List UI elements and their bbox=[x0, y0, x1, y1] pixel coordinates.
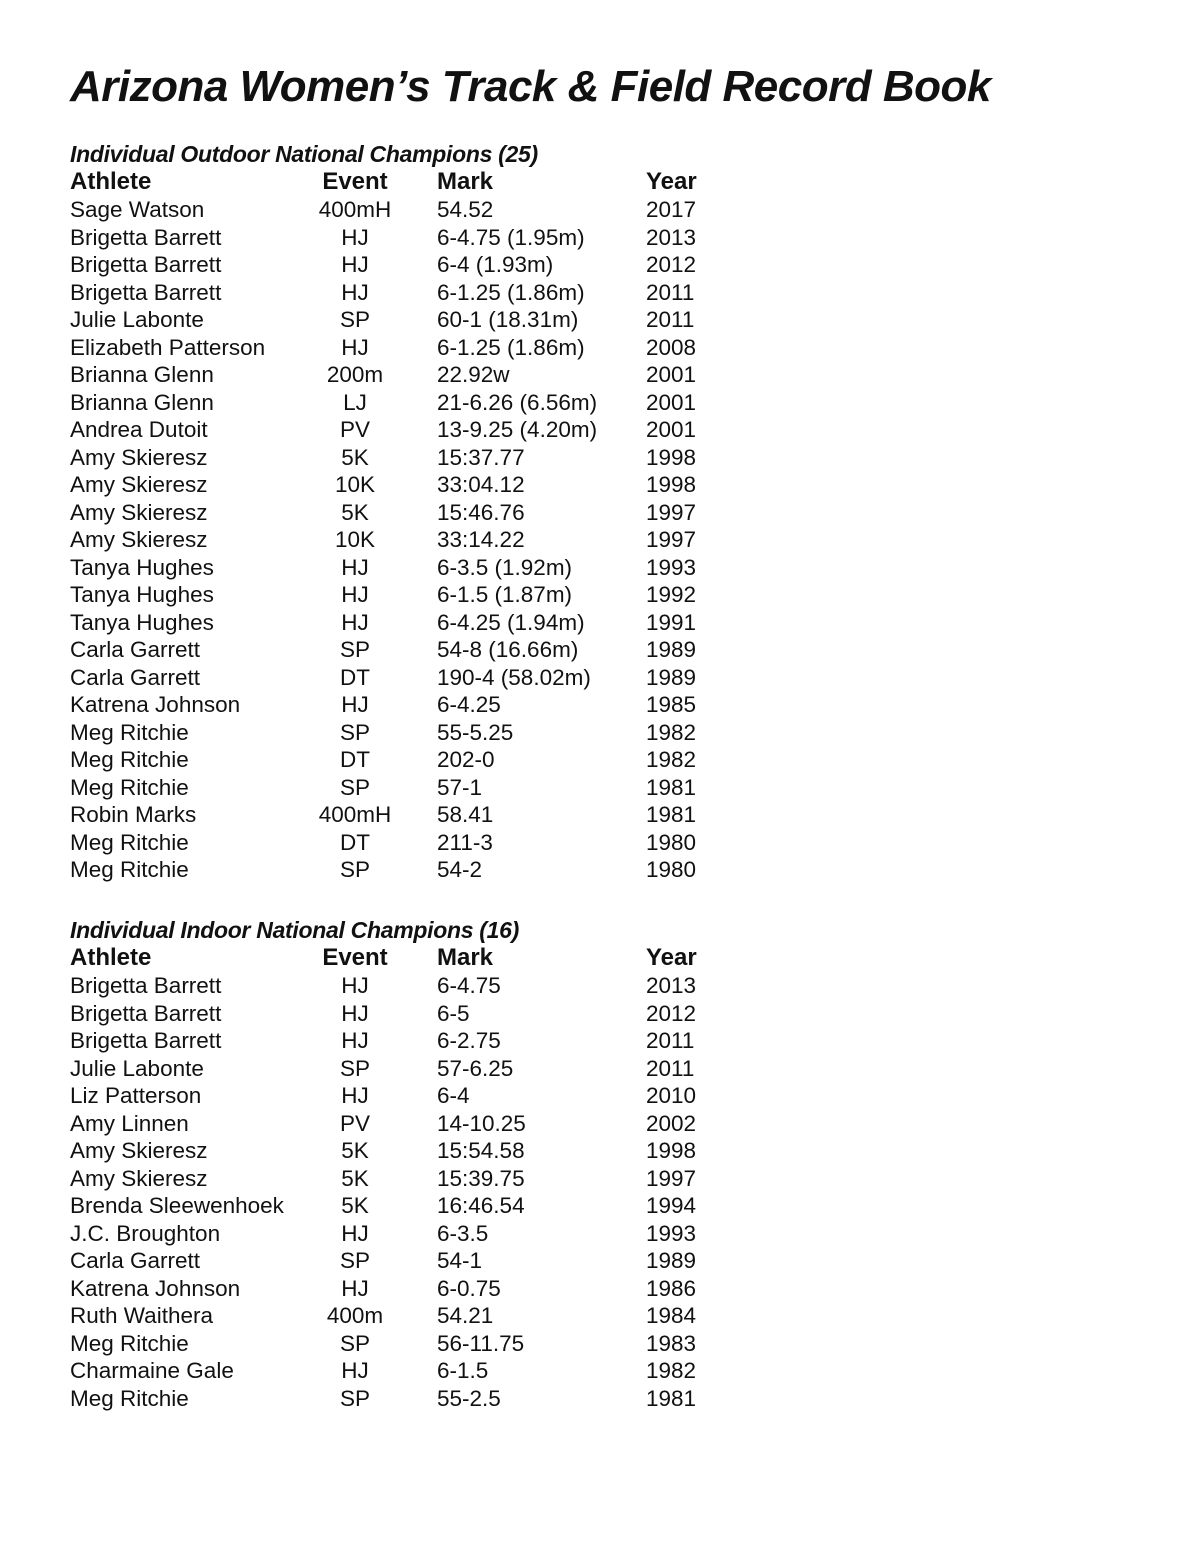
event-cell: LJ bbox=[343, 389, 367, 415]
athlete-cell: Carla Garrett bbox=[70, 664, 201, 690]
table-row bbox=[70, 499, 730, 527]
mark-cell: 15:54.58 bbox=[437, 1138, 525, 1163]
table-row bbox=[70, 1000, 730, 1028]
athlete-cell: Katrena Johnson bbox=[70, 1275, 241, 1301]
year-cell: 1980 bbox=[646, 829, 697, 855]
mark-cell: 6-1.5 (1.87m) bbox=[437, 582, 573, 607]
event-cell: 5K bbox=[341, 444, 369, 470]
event-cell: PV bbox=[339, 417, 370, 442]
event-cell: HJ bbox=[341, 582, 369, 607]
event-cell: HJ bbox=[341, 1000, 369, 1026]
event-cell: DT bbox=[340, 664, 370, 690]
year-cell: 1985 bbox=[646, 692, 697, 717]
event-cell: SP bbox=[339, 1055, 370, 1081]
mark-cell: 6-1.5 bbox=[437, 1358, 489, 1383]
year-cell: 1989 bbox=[646, 664, 697, 690]
mark-cell: 6-3.5 (1.92m) bbox=[437, 554, 573, 580]
mark-cell: 16:46.54 bbox=[437, 1193, 525, 1218]
event-cell: 200m bbox=[326, 362, 384, 387]
table-row bbox=[70, 1357, 730, 1385]
year-cell: 1997 bbox=[646, 1165, 697, 1191]
year-cell: 2002 bbox=[646, 1110, 697, 1136]
table-row bbox=[70, 746, 730, 774]
event-cell: DT bbox=[340, 829, 370, 855]
athlete-cell: Brianna Glenn bbox=[70, 362, 214, 387]
year-cell: 2011 bbox=[646, 279, 695, 305]
mark-cell: 21-6.26 (6.56m) bbox=[437, 389, 598, 415]
table-row bbox=[70, 1330, 730, 1358]
table-row bbox=[70, 1247, 730, 1275]
table-row bbox=[70, 1110, 730, 1138]
year-cell: 2011 bbox=[646, 1028, 695, 1053]
mark-cell: 6-4.75 bbox=[437, 973, 501, 998]
section-title: Individual Outdoor National Champions (25) bbox=[70, 141, 538, 167]
event-cell: HJ bbox=[341, 692, 369, 717]
event-cell: SP bbox=[339, 1330, 370, 1356]
event-column-header: Event bbox=[322, 168, 388, 195]
mark-column-header: Mark bbox=[437, 944, 494, 971]
event-cell: HJ bbox=[341, 279, 369, 305]
event-cell: HJ bbox=[341, 224, 369, 250]
athlete-cell: Brianna Glenn bbox=[70, 389, 214, 415]
table-row bbox=[70, 856, 730, 884]
table-row bbox=[70, 609, 730, 637]
mark-cell: 6-4.25 (1.94m) bbox=[437, 609, 585, 635]
athlete-cell: Sage Watson bbox=[70, 197, 205, 222]
mark-cell: 15:37.77 bbox=[437, 444, 525, 470]
event-cell: SP bbox=[339, 857, 370, 882]
athlete-cell: Tanya Hughes bbox=[70, 582, 214, 607]
table-row bbox=[70, 224, 730, 252]
table-row bbox=[70, 554, 730, 582]
table-row bbox=[70, 444, 730, 472]
year-cell: 2013 bbox=[646, 224, 697, 250]
mark-cell: 202-0 bbox=[437, 747, 495, 772]
event-cell: HJ bbox=[341, 554, 369, 580]
athlete-cell: Meg Ritchie bbox=[70, 857, 189, 882]
athlete-cell: Amy Skieresz bbox=[70, 444, 208, 470]
year-cell: 2013 bbox=[646, 973, 697, 998]
table-row bbox=[70, 1165, 730, 1193]
table-row bbox=[70, 774, 730, 802]
athlete-cell: Brigetta Barrett bbox=[70, 973, 222, 998]
year-cell: 2001 bbox=[646, 362, 697, 387]
year-cell: 2011 bbox=[646, 307, 695, 332]
table-row bbox=[70, 1137, 730, 1165]
athlete-cell: Tanya Hughes bbox=[70, 609, 214, 635]
year-cell: 2008 bbox=[646, 334, 697, 360]
year-cell: 1981 bbox=[646, 802, 697, 827]
mark-cell: 6-4 bbox=[437, 1083, 470, 1108]
table-row bbox=[70, 526, 730, 554]
mark-cell: 190-4 (58.02m) bbox=[437, 664, 591, 690]
event-cell: SP bbox=[339, 1248, 370, 1273]
mark-cell: 54-1 bbox=[437, 1248, 483, 1273]
mark-cell: 60-1 (18.31m) bbox=[437, 307, 579, 332]
table-header bbox=[70, 168, 730, 196]
event-column-header: Event bbox=[322, 944, 388, 971]
mark-cell: 6-2.75 bbox=[437, 1028, 501, 1053]
event-cell: 400m bbox=[326, 1303, 384, 1328]
mark-cell: 15:46.76 bbox=[437, 499, 525, 525]
athlete-column-header: Athlete bbox=[70, 944, 152, 971]
event-cell: HJ bbox=[341, 609, 369, 635]
mark-cell: 6-3.5 bbox=[437, 1220, 489, 1246]
table-row bbox=[70, 581, 730, 609]
mark-cell: 54.52 bbox=[437, 197, 494, 222]
mark-cell: 6-1.25 (1.86m) bbox=[437, 279, 585, 305]
year-column-header: Year bbox=[646, 168, 697, 195]
event-cell: SP bbox=[339, 719, 370, 745]
year-cell: 1994 bbox=[646, 1193, 697, 1218]
table-row bbox=[70, 306, 730, 334]
athlete-cell: Brenda Sleewenhoek bbox=[70, 1193, 284, 1218]
year-column-header: Year bbox=[646, 944, 697, 971]
table-row bbox=[70, 1192, 730, 1220]
mark-cell: 55-5.25 bbox=[437, 719, 514, 745]
athlete-cell: Brigetta Barrett bbox=[70, 1028, 222, 1053]
athlete-cell: Elizabeth Patterson bbox=[70, 334, 266, 360]
table-row bbox=[70, 1055, 730, 1083]
year-cell: 2011 bbox=[646, 1055, 695, 1081]
mark-cell: 6-5 bbox=[437, 1000, 470, 1026]
year-cell: 1989 bbox=[646, 637, 697, 662]
athlete-cell: Amy Skieresz bbox=[70, 1138, 208, 1163]
mark-cell: 6-4 (1.93m) bbox=[437, 252, 554, 277]
year-cell: 1983 bbox=[646, 1330, 697, 1356]
event-cell: HJ bbox=[341, 1220, 369, 1246]
indoor-champions-section bbox=[70, 916, 730, 1412]
year-cell: 1981 bbox=[646, 1385, 697, 1411]
year-cell: 1997 bbox=[646, 527, 697, 552]
table-row bbox=[70, 972, 730, 1000]
mark-cell: 57-1 bbox=[437, 774, 483, 800]
event-cell: SP bbox=[339, 307, 370, 332]
year-cell: 2001 bbox=[646, 389, 697, 415]
event-cell: HJ bbox=[341, 1358, 369, 1383]
event-cell: 5K bbox=[341, 1138, 369, 1163]
athlete-cell: Brigetta Barrett bbox=[70, 224, 222, 250]
mark-cell: 22.92w bbox=[437, 362, 510, 387]
table-row bbox=[70, 1302, 730, 1330]
athlete-column-header: Athlete bbox=[70, 168, 152, 195]
mark-cell: 15:39.75 bbox=[437, 1165, 525, 1191]
year-cell: 1992 bbox=[646, 582, 697, 607]
mark-cell: 55-2.5 bbox=[437, 1385, 501, 1411]
table-row bbox=[70, 1027, 730, 1055]
mark-cell: 33:04.12 bbox=[437, 472, 525, 497]
year-cell: 2001 bbox=[646, 417, 697, 442]
athlete-cell: Amy Skieresz bbox=[70, 499, 208, 525]
athlete-cell: Tanya Hughes bbox=[70, 554, 214, 580]
table-row bbox=[70, 389, 730, 417]
athlete-cell: Amy Skieresz bbox=[70, 1165, 208, 1191]
table-row bbox=[70, 196, 730, 224]
table-row bbox=[70, 471, 730, 499]
athlete-cell: Meg Ritchie bbox=[70, 829, 189, 855]
table-row bbox=[70, 1082, 730, 1110]
athlete-cell: Carla Garrett bbox=[70, 1248, 201, 1273]
mark-cell: 54.21 bbox=[437, 1303, 494, 1328]
table-row bbox=[70, 279, 730, 307]
athlete-cell: Brigetta Barrett bbox=[70, 279, 222, 305]
event-cell: 10K bbox=[334, 527, 376, 552]
athlete-cell: Julie Labonte bbox=[70, 307, 204, 332]
athlete-cell: Meg Ritchie bbox=[70, 774, 189, 800]
event-cell: 10K bbox=[334, 472, 376, 497]
year-cell: 1993 bbox=[646, 554, 697, 580]
page-title: Arizona Women’s Track & Field Record Book bbox=[70, 62, 991, 111]
year-cell: 1997 bbox=[646, 499, 697, 525]
table-row bbox=[70, 1275, 730, 1303]
athlete-cell: J.C. Broughton bbox=[70, 1220, 221, 1246]
year-cell: 1986 bbox=[646, 1275, 697, 1301]
event-cell: HJ bbox=[341, 334, 369, 360]
athlete-cell: Amy Skieresz bbox=[70, 472, 208, 497]
athlete-cell: Ruth Waithera bbox=[70, 1303, 213, 1328]
table-row bbox=[70, 251, 730, 279]
year-cell: 1980 bbox=[646, 857, 697, 882]
event-cell: SP bbox=[339, 637, 370, 662]
athlete-cell: Julie Labonte bbox=[70, 1055, 204, 1081]
mark-cell: 6-0.75 bbox=[437, 1275, 501, 1301]
athlete-cell: Andrea Dutoit bbox=[70, 417, 208, 442]
event-cell: HJ bbox=[341, 1083, 369, 1108]
table-row bbox=[70, 361, 730, 389]
event-cell: HJ bbox=[341, 1028, 369, 1053]
athlete-cell: Katrena Johnson bbox=[70, 692, 241, 717]
year-cell: 1982 bbox=[646, 747, 697, 772]
athlete-cell: Meg Ritchie bbox=[70, 1385, 189, 1411]
year-cell: 1984 bbox=[646, 1303, 697, 1328]
year-cell: 1982 bbox=[646, 1358, 697, 1383]
athlete-cell: Robin Marks bbox=[70, 802, 197, 827]
table-row bbox=[70, 719, 730, 747]
athlete-cell: Meg Ritchie bbox=[70, 719, 189, 745]
event-cell: SP bbox=[339, 774, 370, 800]
event-cell: HJ bbox=[341, 252, 369, 277]
mark-cell: 14-10.25 bbox=[437, 1110, 526, 1136]
event-cell: 400mH bbox=[318, 802, 392, 827]
year-cell: 2017 bbox=[646, 197, 697, 222]
year-cell: 1991 bbox=[646, 609, 697, 635]
table-row bbox=[70, 334, 730, 362]
table-row bbox=[70, 1385, 730, 1413]
table-row bbox=[70, 1220, 730, 1248]
mark-cell: 6-4.25 bbox=[437, 692, 501, 717]
table-row bbox=[70, 801, 730, 829]
table-row bbox=[70, 636, 730, 664]
mark-cell: 6-1.25 (1.86m) bbox=[437, 334, 585, 360]
athlete-cell: Liz Patterson bbox=[70, 1083, 202, 1108]
year-cell: 1982 bbox=[646, 719, 697, 745]
mark-cell: 6-4.75 (1.95m) bbox=[437, 224, 585, 250]
table-header bbox=[70, 944, 730, 972]
athlete-cell: Meg Ritchie bbox=[70, 1330, 189, 1356]
table-row bbox=[70, 416, 730, 444]
mark-cell: 54-8 (16.66m) bbox=[437, 637, 579, 662]
athlete-cell: Amy Skieresz bbox=[70, 527, 208, 552]
event-cell: DT bbox=[340, 747, 370, 772]
event-cell: SP bbox=[339, 1385, 370, 1411]
event-cell: 5K bbox=[341, 499, 369, 525]
athlete-cell: Brigetta Barrett bbox=[70, 1000, 222, 1026]
year-cell: 1998 bbox=[646, 1138, 697, 1163]
indoor-rows bbox=[70, 972, 730, 1412]
athlete-cell: Amy Linnen bbox=[70, 1110, 189, 1136]
athlete-cell: Brigetta Barrett bbox=[70, 252, 222, 277]
event-cell: 5K bbox=[341, 1165, 369, 1191]
mark-cell: 57-6.25 bbox=[437, 1055, 514, 1081]
event-cell: HJ bbox=[341, 973, 369, 998]
event-cell: HJ bbox=[341, 1275, 369, 1301]
event-cell: 5K bbox=[341, 1193, 369, 1218]
year-cell: 1993 bbox=[646, 1220, 697, 1246]
outdoor-rows bbox=[70, 196, 730, 884]
event-cell: PV bbox=[339, 1110, 370, 1136]
table-row bbox=[70, 691, 730, 719]
year-cell: 1989 bbox=[646, 1248, 697, 1273]
mark-column-header: Mark bbox=[437, 168, 494, 195]
athlete-cell: Carla Garrett bbox=[70, 637, 201, 662]
year-cell: 1981 bbox=[646, 774, 697, 800]
table-row bbox=[70, 664, 730, 692]
mark-cell: 56-11.75 bbox=[437, 1330, 525, 1356]
athlete-cell: Meg Ritchie bbox=[70, 747, 189, 772]
mark-cell: 58.41 bbox=[437, 802, 494, 827]
year-cell: 1998 bbox=[646, 472, 697, 497]
mark-cell: 54-2 bbox=[437, 857, 483, 882]
event-cell: 400mH bbox=[318, 197, 392, 222]
athlete-cell: Charmaine Gale bbox=[70, 1358, 234, 1383]
outdoor-champions-section bbox=[70, 140, 730, 884]
mark-cell: 13-9.25 (4.20m) bbox=[437, 417, 598, 442]
mark-cell: 211-3 bbox=[437, 829, 493, 855]
year-cell: 2010 bbox=[646, 1083, 697, 1108]
table-row bbox=[70, 829, 730, 857]
year-cell: 2012 bbox=[646, 252, 697, 277]
section-title: Individual Indoor National Champions (16) bbox=[70, 917, 520, 943]
year-cell: 1998 bbox=[646, 444, 697, 470]
year-cell: 2012 bbox=[646, 1000, 697, 1026]
mark-cell: 33:14.22 bbox=[437, 527, 525, 552]
